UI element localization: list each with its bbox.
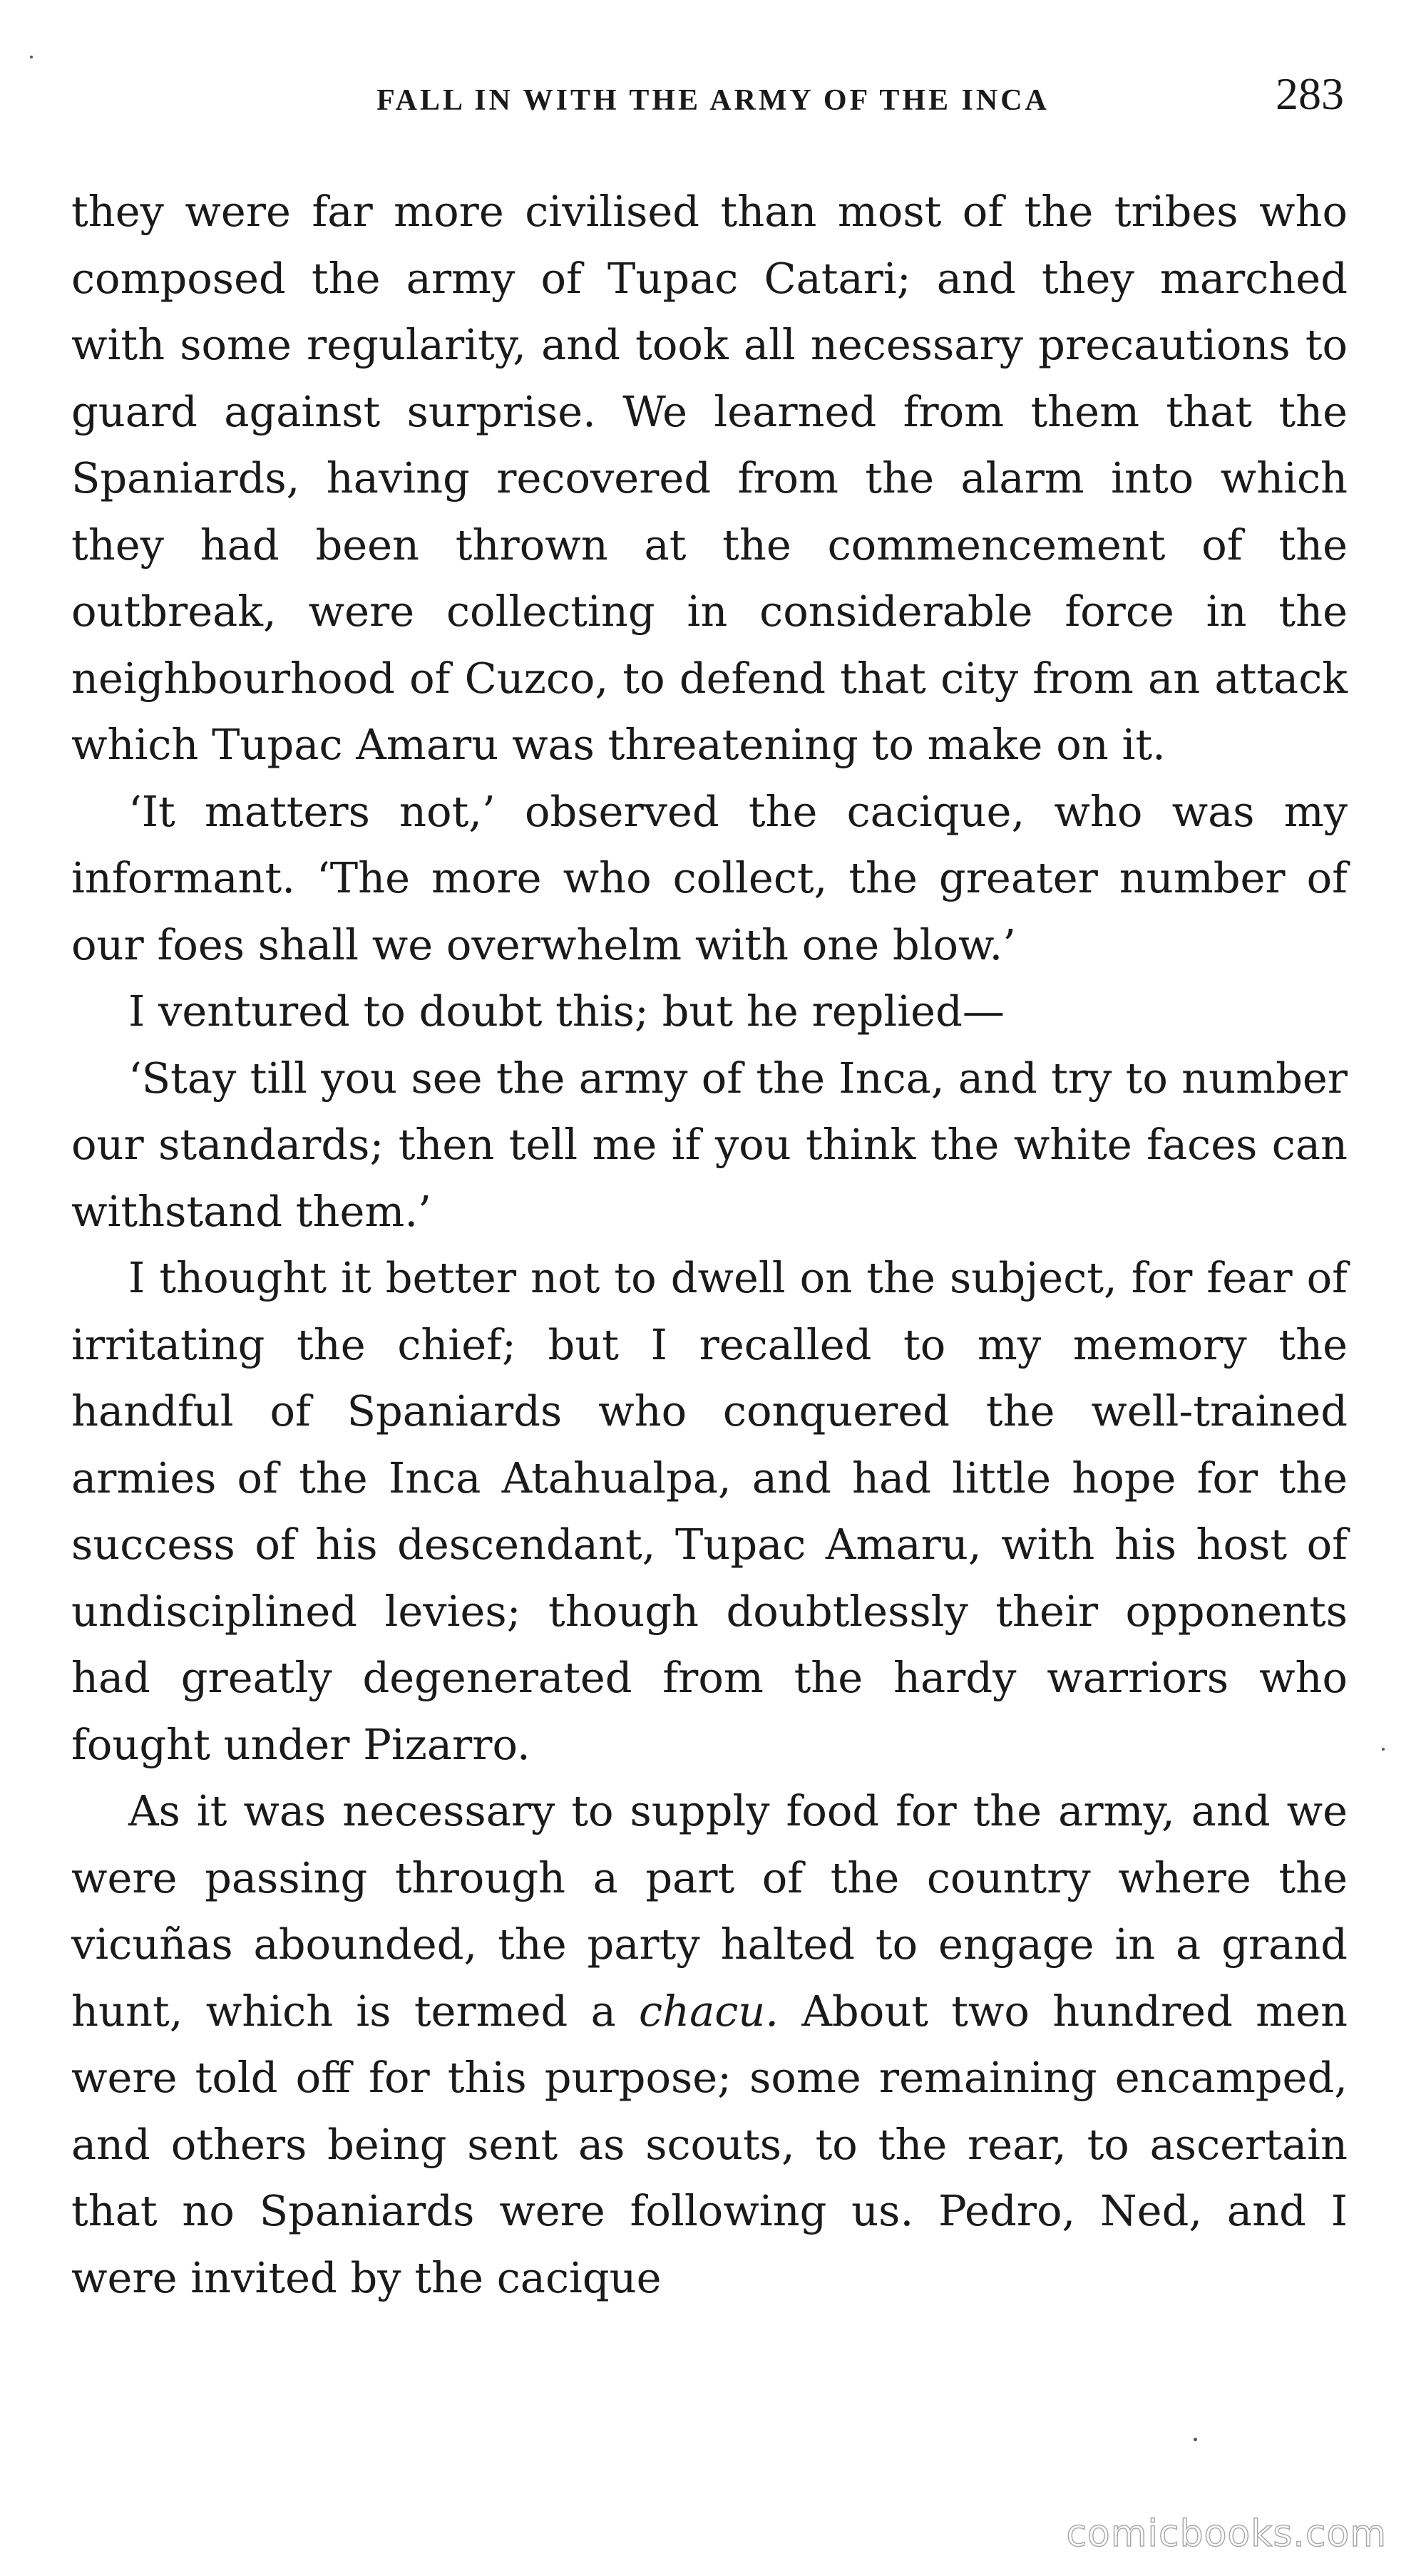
- page-speck: [30, 56, 33, 58]
- paragraph: I thought it better not to dwell on the subject, for fear of irritating the chief; but I recalled to my memory the handful of Spaniards who conquered the well-trained armies of the Inca Atahualpa, and had little hope for the success of his descendant, Tupac Amaru, with his host of undisciplined levies; though doubtlessly their opponents had greatly degenerated from the hardy warriors who fought under Pizarro.: [71, 1253, 1348, 1769]
- paragraph-text: As it was necessary to supply food for the army, and we were passing through a part of the country where the vicuñas abounded, the party halted to engage in a grand hunt, which is termed a: [71, 1786, 1348, 2036]
- page-speck: [1194, 2438, 1197, 2441]
- paragraph-text: About two hundred men were told off for this purpose; some remaining encamped, and others being sent as scouts, to the rear, to ascertain that no Spaniards were following us. Pedro, Ned, and I were invited by the cacique: [71, 1986, 1348, 2302]
- page-number: 283: [1276, 68, 1344, 119]
- paragraph: [71, 1778, 1348, 2311]
- running-head: FALL IN WITH THE ARMY OF THE INCA: [376, 84, 1050, 117]
- body-text: [71, 178, 1348, 2311]
- paragraph: they were far more civilised than most of the tribes who composed the army of Tupac Catari; and they marched with some regularity, and took all necessary precautions to guard against surprise. We learned from them that the Spaniards, having recovered from the alarm into which they had been thrown at the commencement of the outbreak, were collecting in considerable force in the neighbourhood of Cuzco, to defend that city from an attack which Tupac Amaru was threatening to make on it.: [71, 187, 1348, 769]
- page-speck: [1382, 1748, 1385, 1751]
- paragraph: I ventured to doubt this; but he replied—: [128, 986, 1005, 1036]
- page-header: [71, 68, 1355, 132]
- paragraph: ‘It matters not,’ observed the cacique, who was my informant. ‘The more who collect, the greater number of our foes shall we overwhelm with one blow.’: [71, 786, 1348, 969]
- paragraph: ‘Stay till you see the army of the Inca, and try to number our standards; then tell me if you think the white faces can withstand them.’: [71, 1053, 1348, 1236]
- watermark: comicbooks.com: [1066, 2513, 1387, 2555]
- italic-term: chacu.: [639, 1986, 779, 2036]
